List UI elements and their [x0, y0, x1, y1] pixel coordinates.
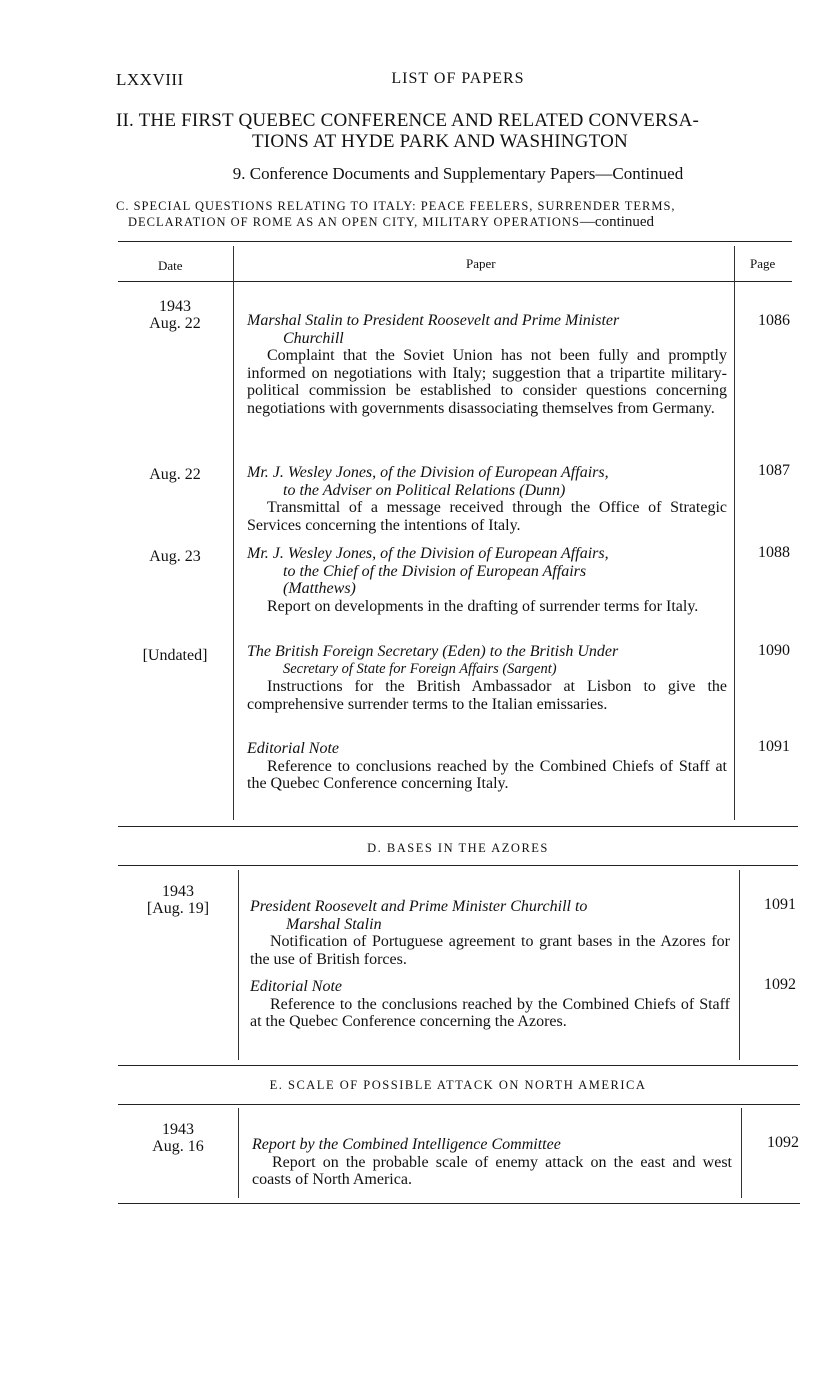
entry-description: Notification of Portuguese agreement to grant bases in the Azores for the use of British forces. — [250, 933, 730, 968]
entry-heading-line-3: (Matthews) — [283, 580, 356, 597]
entry-date-year: 1943 — [162, 883, 194, 900]
section-title: 9. Conference Documents and Supplementary Papers—Continued — [232, 164, 684, 183]
running-title: LIST OF PAPERS — [391, 70, 525, 87]
list-item — [247, 740, 727, 793]
table-e-bottom-rule — [118, 1203, 800, 1204]
entry-heading-line-2: to the Adviser on Political Relations (Dunn) — [283, 481, 566, 499]
entry-description: Instructions for the British Ambassador at Lisbon to give the comprehensive surrender terms to the Italian emissaries. — [247, 678, 727, 713]
entry-heading-line-1: The British Foreign Secretary (Eden) to the British Under — [247, 643, 619, 660]
entry-description: Complaint that the Soviet Union has not been fully and promptly informed on negotiations with Italy; suggestion that a tripartite military-political commission be established to consider questions concerning negotiations with governments disassociating themselves from Germany. — [247, 347, 727, 417]
entry-heading-line-1: President Roosevelt and Prime Minister Churchill to — [250, 898, 588, 915]
part-title — [116, 110, 796, 152]
table-d-divider-right — [739, 870, 740, 1060]
entry-page: 1091 — [764, 896, 796, 913]
part-title-line-2: TIONS AT HYDE PARK AND WASHINGTON — [252, 131, 628, 152]
entry-heading — [252, 1136, 732, 1154]
entry-date: Aug. 16 — [152, 1138, 204, 1155]
running-head — [116, 70, 800, 92]
entry-heading — [247, 545, 727, 598]
list-item — [250, 898, 730, 968]
entry-heading-line-1: Report by the Combined Intelligence Committee — [252, 1136, 561, 1153]
entry-heading — [247, 464, 727, 499]
section-d-label: D. BASES IN THE AZORES — [367, 841, 549, 855]
entry-date: [Undated] — [142, 647, 208, 664]
subsection-c-continued: —continued — [579, 214, 655, 230]
table-d-divider-left — [238, 870, 239, 1060]
subsection-c-line-2 — [116, 214, 800, 230]
entry-page: 1087 — [758, 462, 790, 479]
entry-heading-line-1: Mr. J. Wesley Jones, of the Division of European Affairs, — [247, 464, 609, 481]
table-e-top-rule — [118, 1104, 800, 1105]
list-item — [250, 978, 730, 1031]
entry-heading-line-1: Editorial Note — [247, 740, 339, 757]
entry-page: 1090 — [758, 642, 790, 659]
table-d-bottom-rule — [118, 1065, 798, 1066]
entry-page: 1091 — [758, 738, 790, 755]
entry-page: 1092 — [767, 1134, 799, 1151]
entry-page: 1092 — [764, 976, 796, 993]
column-header-page: Page — [750, 256, 776, 271]
part-title-line-1: II. THE FIRST QUEBEC CONFERENCE AND RELATED CONVERSA- — [116, 110, 700, 131]
entry-description: Reference to the conclusions reached by the Combined Chiefs of Staff at the Quebec Conference concerning the Azores. — [250, 995, 730, 1030]
entry-heading-line-2: Marshal Stalin — [286, 915, 382, 933]
entry-date: [Aug. 19] — [146, 900, 210, 917]
list-item — [247, 545, 727, 615]
table-e-divider-left — [238, 1108, 239, 1198]
list-item — [247, 643, 727, 713]
entry-date-year: 1943 — [159, 298, 191, 315]
section-e-label: E. SCALE OF POSSIBLE ATTACK ON NORTH AMERICA — [269, 1078, 647, 1092]
entry-heading-line-2: to the Chief of the Division of European Affairs — [283, 562, 587, 580]
subsection-c-line-2-text: DECLARATION OF ROME AS AN OPEN CITY, MILITARY OPERATIONS — [128, 215, 580, 229]
entry-heading — [247, 740, 727, 758]
list-item — [247, 312, 727, 417]
table-e-divider-right — [741, 1108, 742, 1198]
entry-heading — [247, 643, 727, 678]
entry-date-year: 1943 — [162, 1121, 194, 1138]
entry-heading-line-2: Secretary of State for Foreign Affairs (Sargent) — [283, 660, 557, 677]
column-header-paper: Paper — [466, 256, 496, 271]
list-item — [252, 1136, 732, 1189]
table-c-top-rule — [118, 241, 792, 242]
list-item — [247, 464, 727, 534]
subsection-c-line-1: C. SPECIAL QUESTIONS RELATING TO ITALY: PEACE FEELERS, SURRENDER TERMS, — [116, 199, 676, 213]
entry-heading-line-1: Editorial Note — [250, 978, 342, 995]
entry-date: Aug. 22 — [149, 315, 201, 332]
entry-heading — [250, 978, 730, 996]
entry-heading-line-2: Churchill — [283, 329, 344, 347]
entry-page: 1088 — [758, 544, 790, 561]
entry-date: Aug. 23 — [149, 548, 201, 565]
entry-description: Transmittal of a message received through the Office of Strategic Services concerning the intentions of Italy. — [247, 499, 727, 534]
subsection-c-title — [116, 198, 800, 230]
table-c-divider-right — [734, 246, 735, 820]
table-c-divider-left — [233, 246, 234, 820]
entry-description: Report on developments in the drafting of surrender terms for Italy. — [267, 597, 699, 615]
table-c-bottom-rule — [118, 826, 798, 827]
entry-date: Aug. 22 — [149, 466, 201, 483]
column-header-date: Date — [158, 258, 183, 273]
entry-heading-line-1: Mr. J. Wesley Jones, of the Division of European Affairs, — [247, 545, 609, 562]
page-number: LXXVIII — [116, 70, 184, 89]
entry-heading — [250, 898, 730, 933]
table-c-header-rule — [118, 281, 792, 282]
entry-description: Report on the probable scale of enemy attack on the east and west coasts of North America. — [252, 1153, 732, 1188]
entry-heading-line-1: Marshal Stalin to President Roosevelt and Prime Minister — [247, 312, 620, 329]
entry-description: Reference to conclusions reached by the Combined Chiefs of Staff at the Quebec Conference concerning Italy. — [247, 757, 727, 792]
entry-heading — [247, 312, 727, 347]
table-d-top-rule — [118, 865, 798, 866]
entry-page: 1086 — [758, 312, 790, 329]
